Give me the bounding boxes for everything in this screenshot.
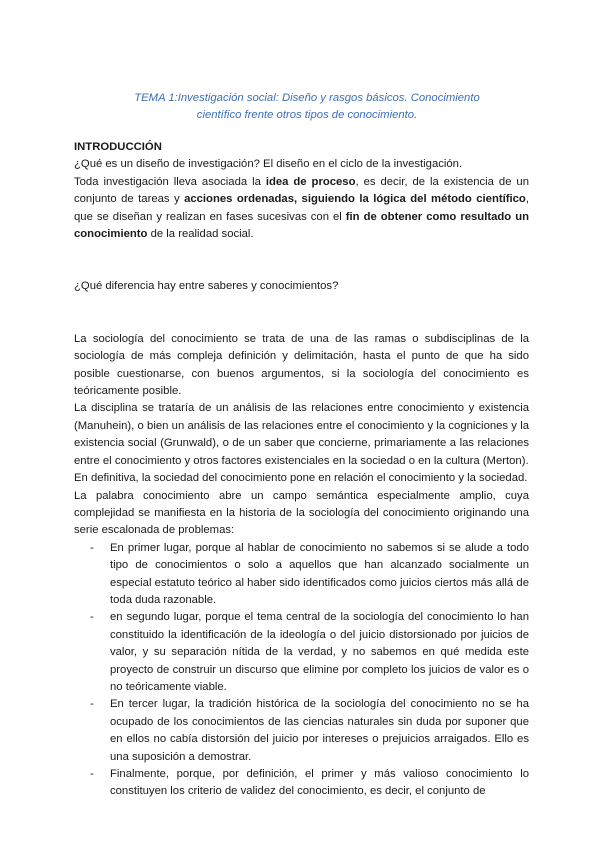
section-heading: INTRODUCCIÓN — [74, 141, 162, 153]
title-line-1: TEMA 1:Investigación social: Diseño y rasgos básicos. Conocimiento — [134, 92, 480, 104]
list-item: - En tercer lugar, la tradición histórica de la sociología del conocimiento no se ha ocupado de los conocimientos de las ciencias naturales sin duda por suponer que en ellos no cabía distorsión del juicio por intereses o prejuicios arraigados. Ello es una suposición a demostrar. — [74, 696, 529, 766]
problem-list — [74, 540, 529, 801]
section-question: ¿Qué diferencia hay entre saberes y conocimientos? — [74, 280, 339, 293]
text-run: , es decir, de la existencia de un conjunto de tareas y — [74, 175, 529, 206]
text-run: de la realidad social. — [147, 228, 254, 241]
list-item: - en segundo lugar, porque el tema central de la sociología del conocimiento lo han constituido la identificación de la ideología o del juicio distorsionado por juicios de valor, y su separación nítida de la verdad, y no sabemos en qué medida este proyecto de construir un discurso que elimine por completo los juicios de valor es o no teóricamente viable. — [74, 609, 529, 696]
paragraph-2: La disciplina se trataría de un análisis de las relaciones entre conocimiento y existencia (Manuhein), o bien un análisis de las relaciones entre el conocimiento y la cogniciones y la existencia social (Grunwald), o de un saber que concierne, primariamente a las relaciones entre el conocimiento y otros factores existenciales en la sociedad o en la cultura (Merton). — [74, 402, 529, 467]
intro-paragraph — [74, 174, 529, 244]
paragraph-1: La sociología del conocimiento se trata de una de las ramas o subdisciplinas de la sociología de más compleja definición y delimitación, hasta el punto de que ha sido posible cuestionarse, con buenos argumentos, si la sociología del conocimiento es teóricamente posible. — [74, 332, 529, 398]
text-run: Toda investigación lleva asociada la — [74, 175, 266, 188]
document-body — [74, 139, 529, 801]
paragraph-4: La palabra conocimiento abre un campo semántica especialmente amplio, cuya complejidad se manifiesta en la historia de la sociología del conocimiento originando una serie escalonada de problemas: — [74, 489, 529, 537]
bold-run: fin de obtener como resultado un conocimiento — [74, 210, 529, 241]
bold-run: idea de proceso — [265, 175, 356, 188]
document-title — [74, 90, 540, 124]
text-run: , que se diseñan y realizan en fases sucesivas con el — [74, 193, 529, 223]
list-item: - Finalmente, porque, por definición, el primer y más valioso conocimiento lo constituyen los criterio de validez del conocimiento, es decir, el conjunto de — [74, 766, 529, 801]
bold-run: acciones ordenadas, siguiendo la lógica del método científico — [184, 193, 526, 206]
intro-question: ¿Qué es un diseño de investigación? El diseño en el ciclo de la investigación. — [74, 158, 463, 171]
paragraph-3: En definitiva, la sociedad del conocimiento pone en relación el conocimiento y la sociedad. — [74, 472, 528, 485]
list-item: - En primer lugar, porque al hablar de conocimiento no sabemos si se alude a todo tipo de conocimientos o solo a aquellos que han alcanzado socialmente un especial estatuto teórico al haber sido identificados como juicios ciertos más allá de toda duda razonable. — [74, 540, 529, 610]
title-line-2: científico frente otros tipos de conocimiento. — [196, 109, 418, 121]
